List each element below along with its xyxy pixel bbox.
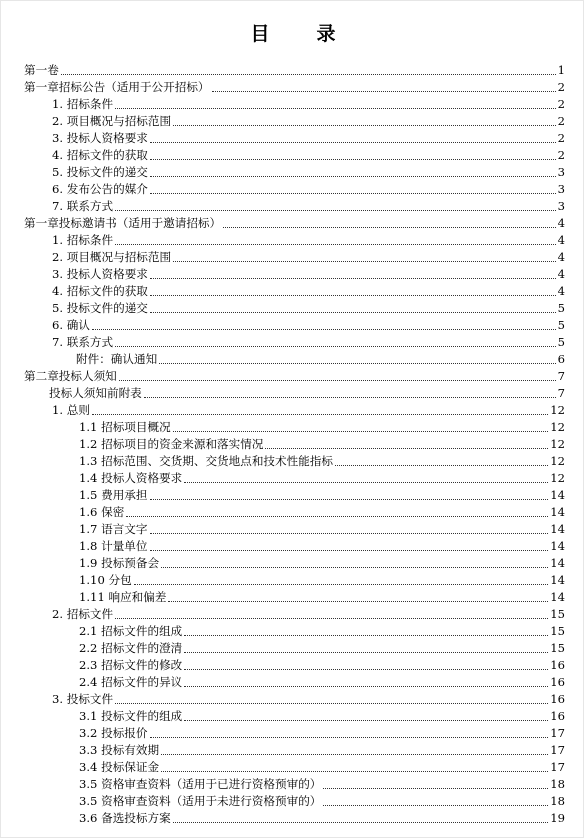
toc-dot-leader (61, 74, 556, 75)
toc-dot-leader (150, 550, 549, 551)
toc-dot-leader (173, 125, 556, 126)
toc-entry[interactable] (1, 640, 584, 657)
toc-entry-title: 1.9 投标预备会 (79, 556, 160, 570)
toc-page-number: 14 (550, 573, 565, 587)
toc-dot-leader (92, 329, 556, 330)
toc-entry-title: 2.1 招标文件的组成 (79, 624, 183, 638)
toc-entry-title: 4. 招标文件的获取 (52, 148, 148, 162)
toc-dot-leader (159, 363, 555, 364)
table-of-contents (1, 62, 584, 827)
toc-entry-title: 1.10 分包 (79, 573, 132, 587)
toc-dot-leader (223, 227, 556, 228)
toc-entry-title: 1.8 计量单位 (79, 539, 148, 553)
toc-dot-leader (184, 686, 548, 687)
toc-page-number: 16 (550, 675, 565, 689)
toc-entry[interactable] (1, 215, 584, 232)
toc-entry[interactable] (1, 606, 584, 623)
toc-entry-title: 第二章投标人须知 (24, 369, 117, 383)
toc-dot-leader (184, 652, 548, 653)
toc-dot-leader (126, 516, 548, 517)
toc-entry-title: 2.2 招标文件的澄清 (79, 641, 183, 655)
toc-dot-leader (150, 142, 556, 143)
toc-page-number: 4 (557, 284, 565, 298)
toc-entry[interactable] (1, 385, 584, 402)
toc-dot-leader (150, 159, 556, 160)
toc-page-number: 12 (550, 454, 565, 468)
toc-page-number: 4 (557, 233, 565, 247)
toc-entry[interactable] (1, 232, 584, 249)
toc-entry[interactable] (1, 283, 584, 300)
toc-entry-title: 3.5 资格审查资料（适用于已进行资格预审的） (79, 777, 322, 791)
toc-entry[interactable] (1, 674, 584, 691)
toc-dot-leader (184, 635, 548, 636)
page-title: 目 录 (250, 23, 350, 45)
toc-entry-title: 3. 投标人资格要求 (52, 267, 148, 281)
toc-entry[interactable] (1, 793, 584, 810)
toc-page-number: 3 (557, 165, 565, 179)
toc-page-number: 14 (550, 522, 565, 536)
toc-dot-leader (150, 312, 556, 313)
toc-entry-title: 1.6 保密 (79, 505, 125, 519)
toc-entry[interactable] (1, 317, 584, 334)
toc-entry-title: 2.3 招标文件的修改 (79, 658, 183, 672)
toc-entry[interactable] (1, 521, 584, 538)
toc-dot-leader (184, 720, 548, 721)
toc-page-number: 3 (557, 182, 565, 196)
toc-dot-leader (115, 244, 555, 245)
toc-entry[interactable] (1, 368, 584, 385)
toc-entry[interactable] (1, 198, 584, 215)
toc-entry-title: 7. 联系方式 (52, 199, 114, 213)
toc-entry-title: 5. 投标文件的递交 (52, 301, 148, 315)
toc-entry[interactable] (1, 589, 584, 606)
toc-entry-title: 7. 联系方式 (52, 335, 114, 349)
toc-page-number: 14 (550, 556, 565, 570)
toc-entry-title: 3.3 投标有效期 (79, 743, 160, 757)
toc-page-number: 17 (550, 726, 565, 740)
toc-page-number: 2 (557, 114, 565, 128)
toc-dot-leader (92, 414, 548, 415)
toc-page-number: 14 (550, 590, 565, 604)
toc-page-number: 5 (557, 318, 565, 332)
toc-entry[interactable] (1, 470, 584, 487)
toc-entry-title: 5. 投标文件的递交 (52, 165, 148, 179)
toc-page-number: 15 (550, 624, 565, 638)
toc-entry[interactable] (1, 130, 584, 147)
toc-entry-title: 2. 项目概况与招标范围 (52, 114, 172, 128)
toc-page-number: 18 (550, 794, 565, 808)
toc-dot-leader (115, 108, 555, 109)
toc-entry[interactable] (1, 657, 584, 674)
toc-page-number: 1 (557, 63, 565, 77)
toc-dot-leader (150, 737, 549, 738)
toc-entry[interactable] (1, 79, 584, 96)
toc-page-number: 18 (550, 777, 565, 791)
toc-dot-leader (115, 703, 548, 704)
toc-entry[interactable] (1, 725, 584, 742)
toc-dot-leader (212, 91, 556, 92)
toc-entry[interactable] (1, 538, 584, 555)
toc-page-number: 17 (550, 760, 565, 774)
toc-entry-title: 3.6 备选投标方案 (79, 811, 171, 825)
toc-dot-leader (150, 278, 556, 279)
toc-entry[interactable] (1, 147, 584, 164)
toc-page-number: 17 (550, 743, 565, 757)
toc-dot-leader (115, 346, 555, 347)
toc-entry-title: 6. 发布公告的媒介 (52, 182, 148, 196)
toc-entry[interactable] (1, 436, 584, 453)
toc-dot-leader (173, 431, 549, 432)
toc-entry[interactable] (1, 487, 584, 504)
toc-page-number: 2 (557, 131, 565, 145)
toc-entry-title: 2. 项目概况与招标范围 (52, 250, 172, 264)
toc-page-number: 7 (557, 369, 565, 383)
toc-dot-leader (161, 567, 548, 568)
toc-entry[interactable] (1, 351, 584, 368)
toc-dot-leader (150, 193, 556, 194)
toc-entry-title: 3. 投标文件 (52, 692, 114, 706)
toc-dot-leader (173, 822, 549, 823)
toc-dot-leader (323, 805, 548, 806)
toc-dot-leader (144, 397, 556, 398)
toc-entry-title: 第一卷 (24, 63, 59, 77)
toc-entry-title: 3.5 资格审查资料（适用于未进行资格预审的） (79, 794, 322, 808)
toc-entry-title: 1.4 投标人资格要求 (79, 471, 183, 485)
toc-page-number: 2 (557, 80, 565, 94)
toc-page-number: 4 (557, 250, 565, 264)
toc-entry[interactable] (1, 181, 584, 198)
toc-page-number: 12 (550, 420, 565, 434)
toc-entry-title: 3.1 投标文件的组成 (79, 709, 183, 723)
toc-dot-leader (150, 295, 556, 296)
toc-entry-title: 1. 总则 (52, 403, 90, 417)
toc-entry-title: 4. 招标文件的获取 (52, 284, 148, 298)
toc-page-number: 4 (557, 267, 565, 281)
toc-entry[interactable] (1, 113, 584, 130)
toc-dot-leader (323, 788, 548, 789)
toc-entry-title: 1.5 费用承担 (79, 488, 148, 502)
toc-page-number: 19 (550, 811, 565, 825)
toc-page-number: 15 (550, 607, 565, 621)
toc-entry[interactable] (1, 453, 584, 470)
toc-dot-leader (265, 448, 548, 449)
toc-dot-leader (335, 465, 548, 466)
toc-entry[interactable] (1, 572, 584, 589)
toc-page-number: 16 (550, 709, 565, 723)
toc-entry-title: 3.2 投标报价 (79, 726, 148, 740)
toc-entry-title: 6. 确认 (52, 318, 90, 332)
toc-dot-leader (115, 210, 555, 211)
toc-dot-leader (184, 669, 548, 670)
toc-entry[interactable] (1, 555, 584, 572)
toc-entry[interactable] (1, 249, 584, 266)
toc-dot-leader (161, 754, 548, 755)
toc-page-number: 14 (550, 505, 565, 519)
toc-entry-title: 3. 投标人资格要求 (52, 131, 148, 145)
toc-page-number: 16 (550, 658, 565, 672)
toc-entry-title: 第一章招标公告（适用于公开招标） (24, 80, 210, 94)
toc-dot-leader (150, 499, 549, 500)
toc-page-number: 7 (557, 386, 565, 400)
toc-entry[interactable] (1, 62, 584, 79)
toc-entry[interactable] (1, 504, 584, 521)
toc-dot-leader (134, 584, 549, 585)
toc-entry[interactable] (1, 776, 584, 793)
toc-entry[interactable] (1, 96, 584, 113)
toc-dot-leader (168, 601, 548, 602)
toc-entry[interactable] (1, 708, 584, 725)
toc-dot-leader (115, 618, 548, 619)
toc-entry[interactable] (1, 402, 584, 419)
toc-page-number: 16 (550, 692, 565, 706)
toc-entry-title: 1. 招标条件 (52, 97, 114, 111)
toc-entry-title: 1.11 响应和偏差 (79, 590, 167, 604)
toc-entry-title: 1. 招标条件 (52, 233, 114, 247)
toc-entry[interactable] (1, 266, 584, 283)
toc-page-number: 5 (557, 335, 565, 349)
toc-dot-leader (184, 482, 548, 483)
toc-entry[interactable] (1, 419, 584, 436)
toc-entry-title: 附件：确认通知 (76, 352, 158, 366)
toc-entry-title: 1.1 招标项目概况 (79, 420, 171, 434)
toc-page-number: 4 (557, 216, 565, 230)
toc-entry-title: 投标人须知前附表 (49, 386, 142, 400)
toc-page-number: 12 (550, 403, 565, 417)
toc-dot-leader (150, 533, 549, 534)
toc-page-number: 3 (557, 199, 565, 213)
toc-page-number: 12 (550, 471, 565, 485)
toc-page-number: 15 (550, 641, 565, 655)
toc-page-number: 2 (557, 148, 565, 162)
toc-page-number: 12 (550, 437, 565, 451)
toc-entry-title: 3.4 投标保证金 (79, 760, 160, 774)
toc-entry[interactable] (1, 742, 584, 759)
toc-dot-leader (119, 380, 556, 381)
toc-dot-leader (173, 261, 556, 262)
toc-entry-title: 第一章投标邀请书（适用于邀请招标） (24, 216, 222, 230)
toc-page-number: 5 (557, 301, 565, 315)
toc-entry[interactable] (1, 334, 584, 351)
toc-entry-title: 1.2 招标项目的资金来源和落实情况 (79, 437, 264, 451)
toc-entry[interactable] (1, 623, 584, 640)
toc-entry-title: 2.4 招标文件的异议 (79, 675, 183, 689)
toc-page-number: 6 (557, 352, 565, 366)
toc-entry-title: 1.3 招标范围、交货期、交货地点和技术性能指标 (79, 454, 333, 468)
toc-dot-leader (161, 771, 548, 772)
toc-page-number: 14 (550, 488, 565, 502)
toc-dot-leader (150, 176, 556, 177)
toc-entry[interactable] (1, 759, 584, 776)
toc-entry[interactable] (1, 164, 584, 181)
toc-entry-title: 1.7 语言文字 (79, 522, 148, 536)
toc-entry[interactable] (1, 691, 584, 708)
toc-page-number: 2 (557, 97, 565, 111)
toc-entry-title: 2. 招标文件 (52, 607, 114, 621)
toc-entry[interactable] (1, 810, 584, 827)
toc-page-number: 14 (550, 539, 565, 553)
toc-entry[interactable] (1, 300, 584, 317)
